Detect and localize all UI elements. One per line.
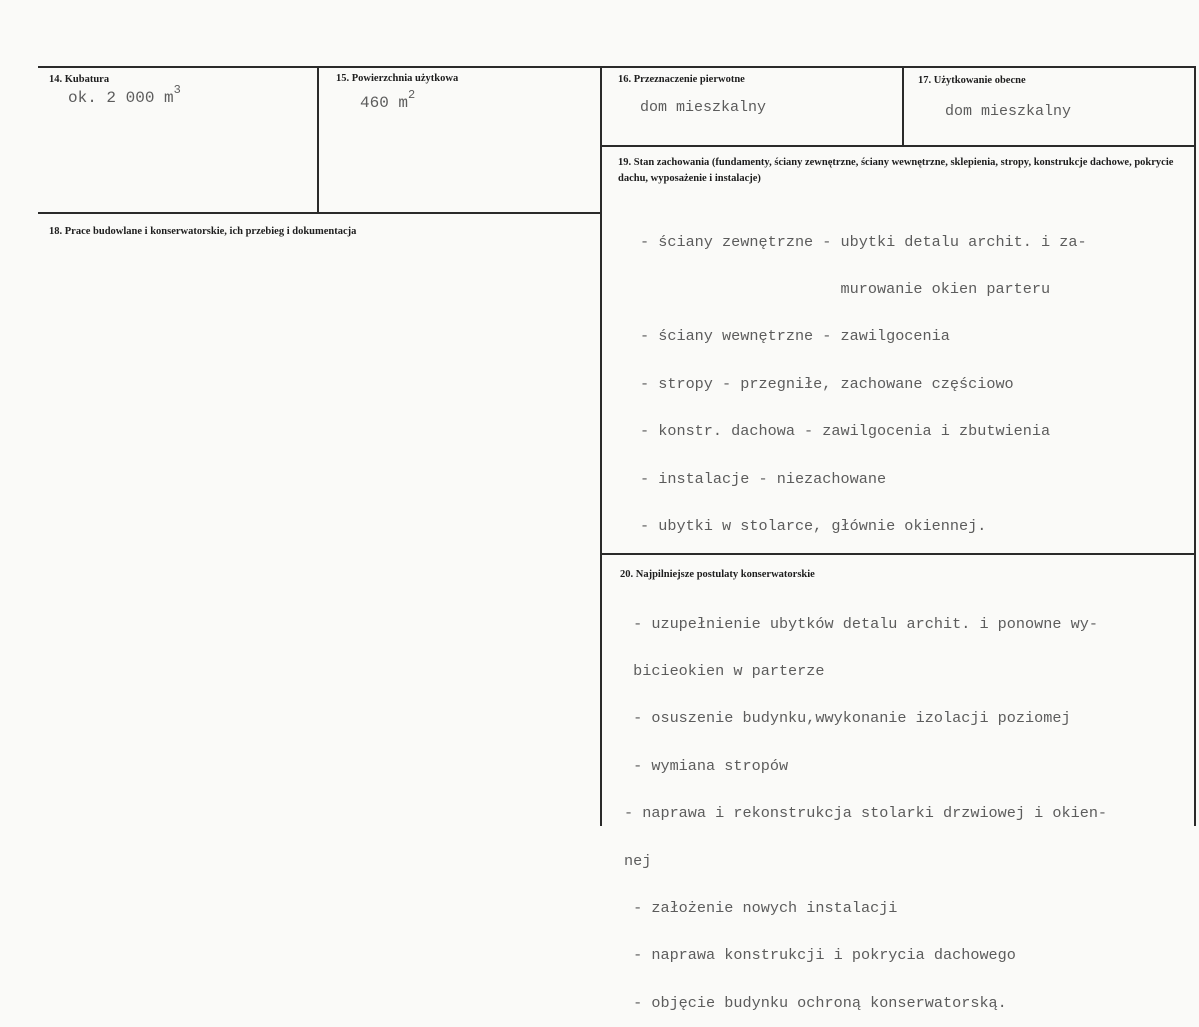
postulaty-line: - uzupełnienie ubytków detalu archit. i ponowne wy- bbox=[624, 614, 1098, 633]
field-postulaty-lines bbox=[624, 585, 1107, 1027]
right-border bbox=[1194, 66, 1196, 826]
stan-line: - ściany zewnętrzne - ubytki detalu archit. i za- bbox=[640, 232, 1087, 251]
divider-15-16 bbox=[600, 66, 602, 826]
stan-line: - konstr. dachowa - zawilgocenia i zbutwienia bbox=[640, 422, 1051, 441]
field-stan-lines bbox=[640, 203, 1087, 551]
field-kubatura-label: 14. Kubatura bbox=[49, 74, 110, 85]
field-powierzchnia-label: 15. Powierzchnia użytkowa bbox=[336, 73, 459, 84]
field-stan-label: 19. Stan zachowania (fundamenty, ściany zewnętrzne, ściany wewnętrzne, sklepienia, stropy, konstrukcje dachowe, pokrycie dachu, wyposażenie i instalacje) bbox=[618, 157, 1174, 184]
field-przeznaczenie-value: dom mieszkalny bbox=[640, 99, 767, 116]
rule-under-14-15 bbox=[38, 212, 602, 214]
postulaty-line: - naprawa konstrukcji i pokrycia dachowego bbox=[624, 946, 1016, 965]
postulaty-line: bicieokien w parterze bbox=[624, 661, 825, 680]
rule-under-16-17 bbox=[600, 145, 1196, 147]
postulaty-line: nej bbox=[624, 851, 652, 870]
kubatura-value-text: ok. 2 000 m bbox=[68, 89, 174, 107]
rule-under-19 bbox=[600, 553, 1196, 555]
stan-line: - ściany wewnętrzne - zawilgocenia bbox=[640, 327, 950, 346]
divider-16-17 bbox=[902, 66, 904, 146]
stan-line: - instalacje - niezachowane bbox=[640, 469, 887, 488]
postulaty-line: - naprawa i rekonstrukcja stolarki drzwiowej i okien- bbox=[624, 804, 1108, 823]
postulaty-line: - założenie nowych instalacji bbox=[624, 898, 898, 917]
field-uzytkowanie-value: dom mieszkalny bbox=[945, 103, 1072, 120]
field-powierzchnia-value bbox=[360, 88, 416, 112]
kubatura-unit-exponent: 3 bbox=[173, 83, 181, 97]
powierzchnia-value-text: 460 m bbox=[360, 94, 409, 112]
field-uzytkowanie-label: 17. Użytkowanie obecne bbox=[918, 75, 1026, 86]
postulaty-line: - osuszenie budynku,wwykonanie izolacji poziomej bbox=[624, 709, 1071, 728]
divider-14-15 bbox=[317, 66, 319, 214]
postulaty-line: - wymiana stropów bbox=[624, 756, 789, 775]
stan-line: - stropy - przegniłe, zachowane częściowo bbox=[640, 374, 1014, 393]
powierzchnia-unit-exponent: 2 bbox=[408, 88, 416, 102]
stan-line: murowanie okien parteru bbox=[640, 279, 1051, 298]
field-przeznaczenie-label: 16. Przeznaczenie pierwotne bbox=[618, 74, 745, 85]
field-postulaty-label: 20. Najpilniejsze postulaty konserwatorskie bbox=[620, 569, 815, 580]
field-kubatura-value bbox=[68, 83, 181, 107]
top-rule bbox=[38, 66, 1196, 68]
field-prace-label: 18. Prace budowlane i konserwatorskie, ich przebieg i dokumentacja bbox=[49, 226, 357, 237]
stan-line: - ubytki w stolarce, głównie okiennej. bbox=[640, 516, 987, 535]
postulaty-line: - objęcie budynku ochroną konserwatorską. bbox=[624, 993, 1007, 1012]
